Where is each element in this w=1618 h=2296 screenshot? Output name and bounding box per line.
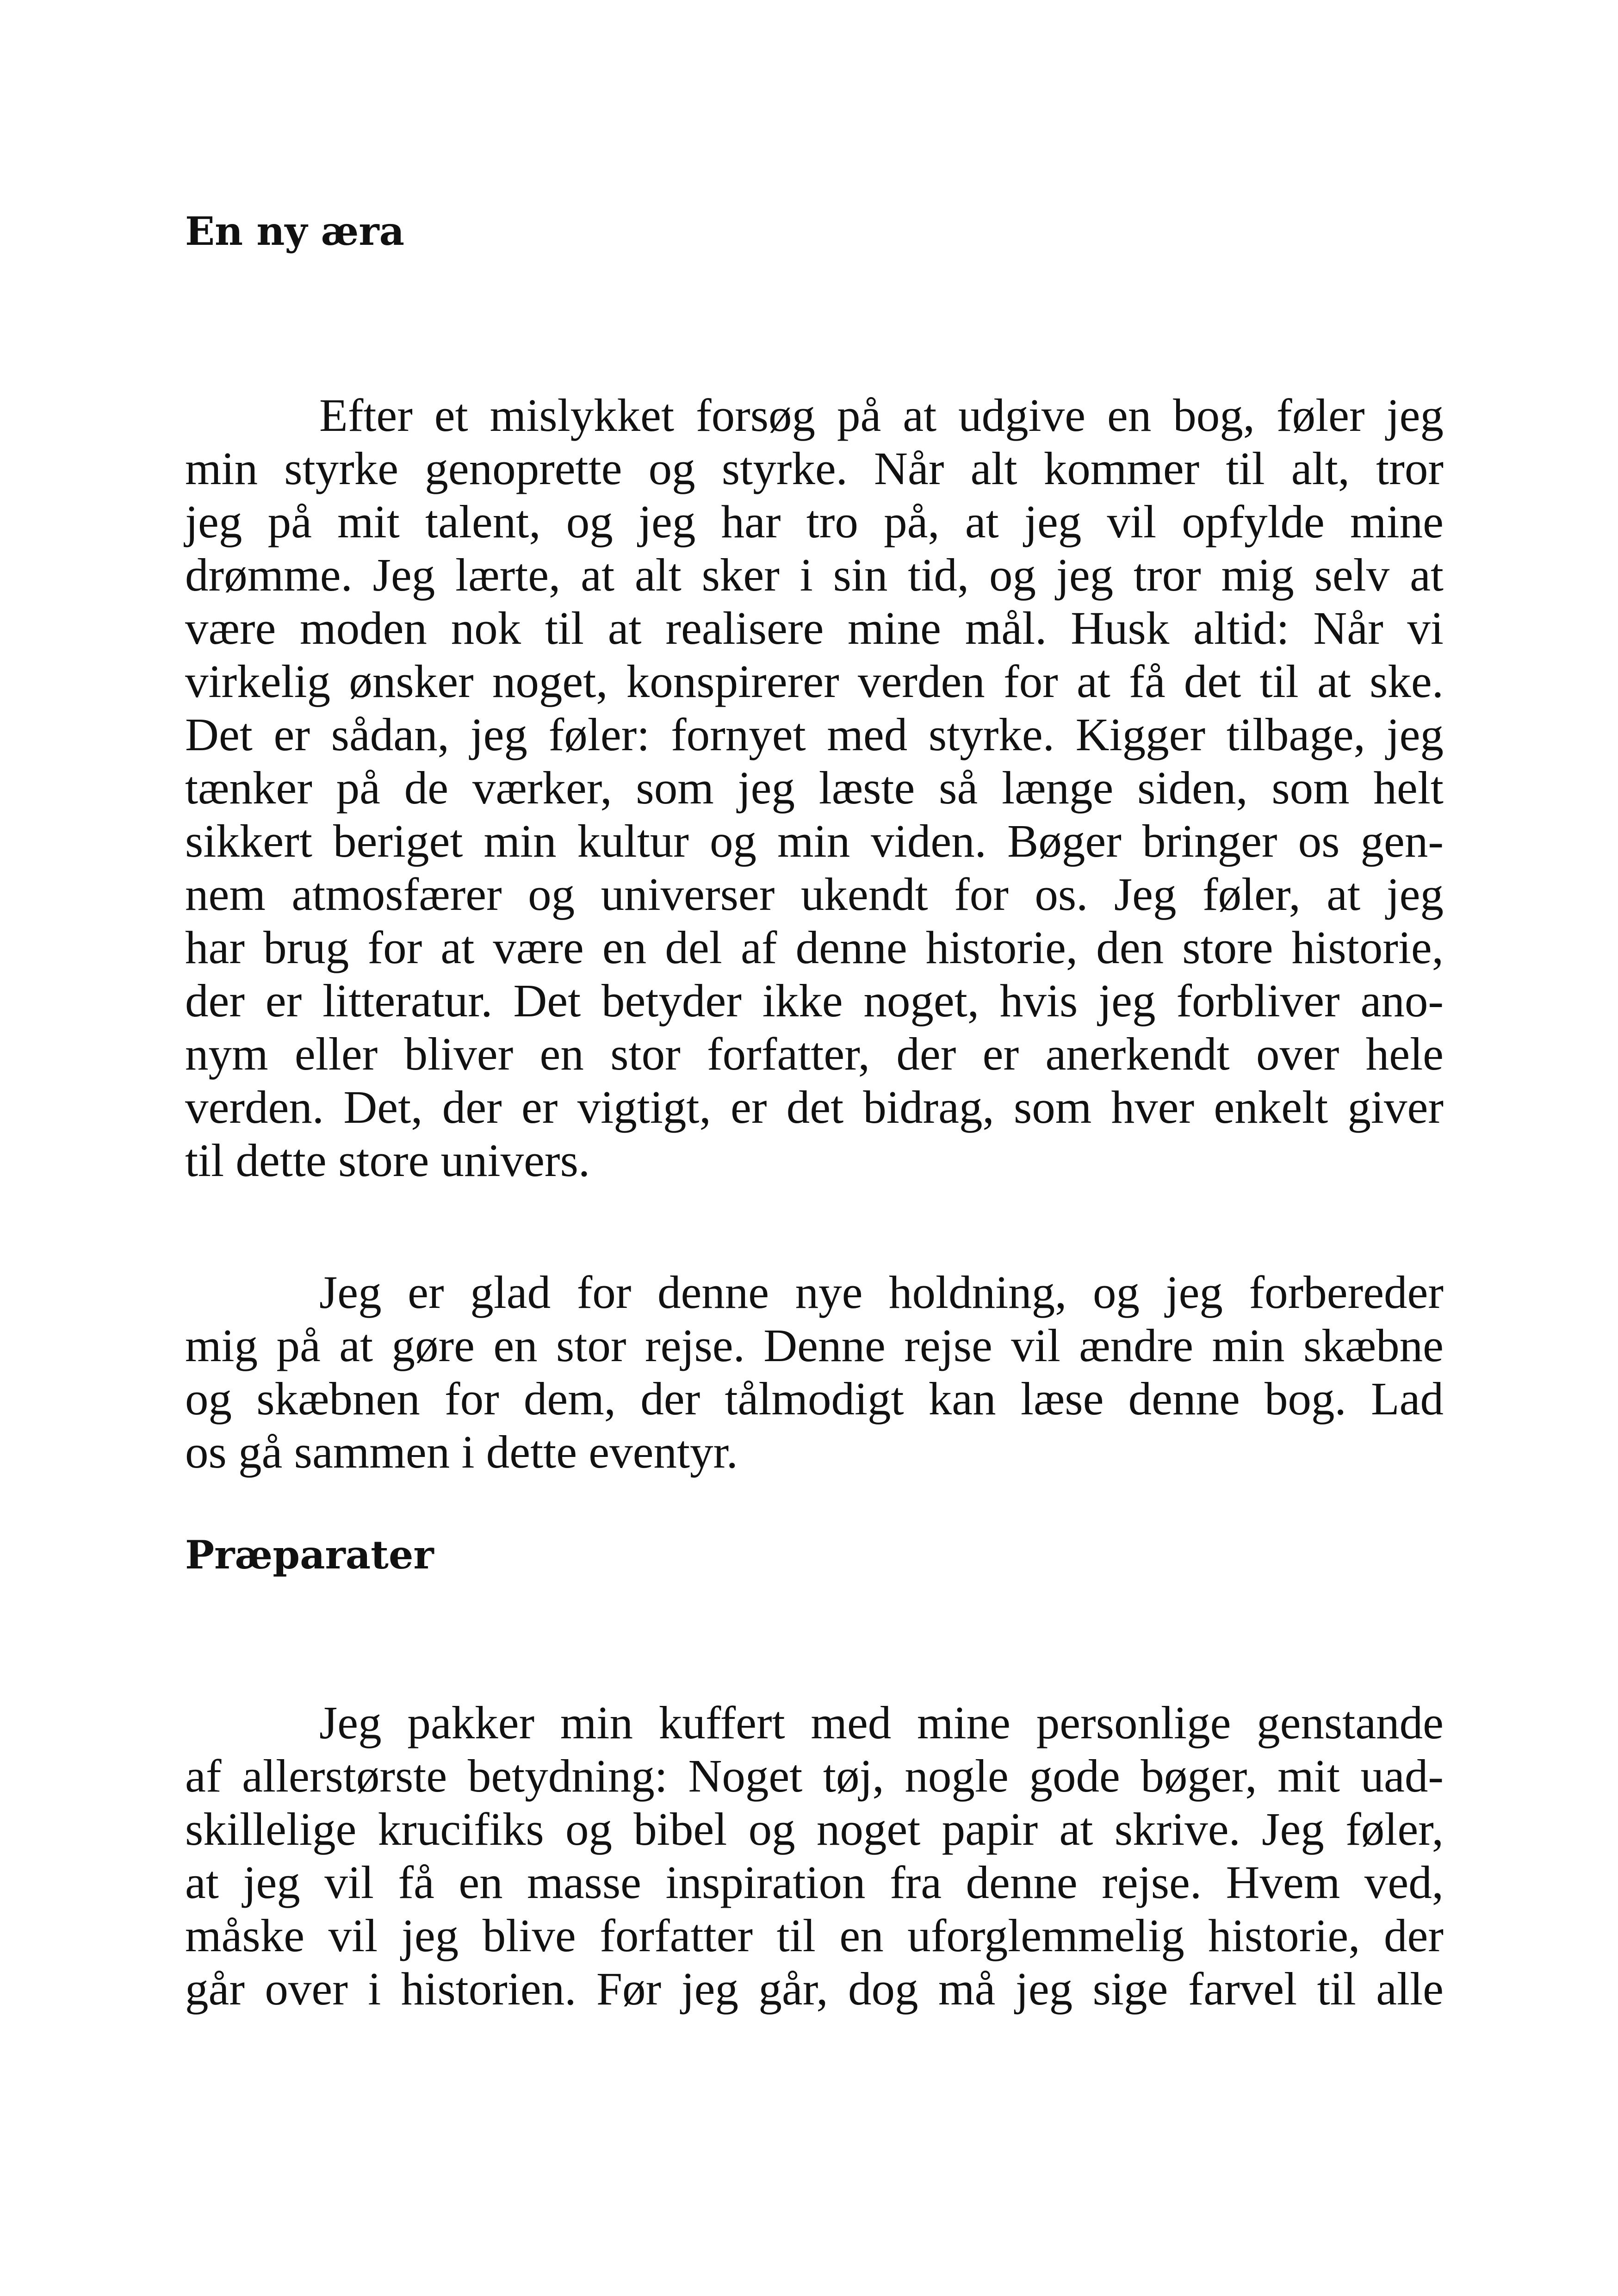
text-line: til dette store univers. xyxy=(185,1134,590,1186)
text-line: sikkert beriget min kultur og min viden. Bøger bringer os gen- xyxy=(185,815,1444,867)
text-line: virkelig ønsker noget, konspirerer verden for at få det til at ske. xyxy=(185,655,1444,707)
text-line: der er litteratur. Det betyder ikke noget, hvis jeg forbliver ano- xyxy=(185,975,1444,1027)
text-line: at jeg vil få en masse inspiration fra denne rejse. Hvem ved, xyxy=(185,1856,1444,1908)
section-heading: En ny æra xyxy=(185,208,405,254)
text-line: nym eller bliver en stor forfatter, der er anerkendt over hele xyxy=(185,1028,1444,1080)
text-line: måske vil jeg blive forfatter til en uforglemmelig historie, der xyxy=(185,1910,1444,1961)
text-line: går over i historien. Før jeg går, dog må jeg sige farvel til alle xyxy=(185,1963,1444,2015)
text-line: og skæbnen for dem, der tålmodigt kan læse denne bog. Lad xyxy=(185,1373,1444,1425)
text-line: være moden nok til at realisere mine mål. Husk altid: Når vi xyxy=(185,602,1444,654)
text-line: af allerstørste betydning: Noget tøj, nogle gode bøger, mit uad- xyxy=(185,1750,1444,1802)
text-line: nem atmosfærer og universer ukendt for os. Jeg føler, at jeg xyxy=(185,868,1444,920)
section-heading: Præparater xyxy=(185,1532,434,1578)
paragraph xyxy=(185,1266,1444,1479)
text-line: os gå sammen i dette eventyr. xyxy=(185,1426,738,1478)
text-line: Efter et mislykket forsøg på at udgive en bog, føler jeg xyxy=(319,389,1444,441)
text-line: tænker på de værker, som jeg læste så længe siden, som helt xyxy=(185,762,1444,814)
text-line: Det er sådan, jeg føler: fornyet med styrke. Kigger tilbage, jeg xyxy=(185,709,1444,760)
text-line: har brug for at være en del af denne historie, den store historie, xyxy=(185,921,1444,973)
text-line: Jeg pakker min kuffert med mine personlige genstande xyxy=(319,1697,1444,1748)
text-line: mig på at gøre en stor rejse. Denne rejse vil ændre min skæbne xyxy=(185,1319,1444,1371)
text-line: min styrke genoprette og styrke. Når alt kommer til alt, tror xyxy=(185,442,1444,494)
paragraph xyxy=(185,389,1444,1187)
text-line: verden. Det, der er vigtigt, er det bidrag, som hver enkelt giver xyxy=(185,1081,1444,1133)
text-line: Jeg er glad for denne nye holdning, og jeg forbereder xyxy=(319,1266,1444,1318)
paragraph xyxy=(185,1696,1444,2016)
text-line: drømme. Jeg lærte, at alt sker i sin tid, og jeg tror mig selv at xyxy=(185,549,1444,601)
text-line: jeg på mit talent, og jeg har tro på, at jeg vil opfylde mine xyxy=(185,496,1444,548)
document-page xyxy=(185,0,1444,2296)
text-line: skillelige krucifiks og bibel og noget papir at skrive. Jeg føler, xyxy=(185,1803,1444,1855)
